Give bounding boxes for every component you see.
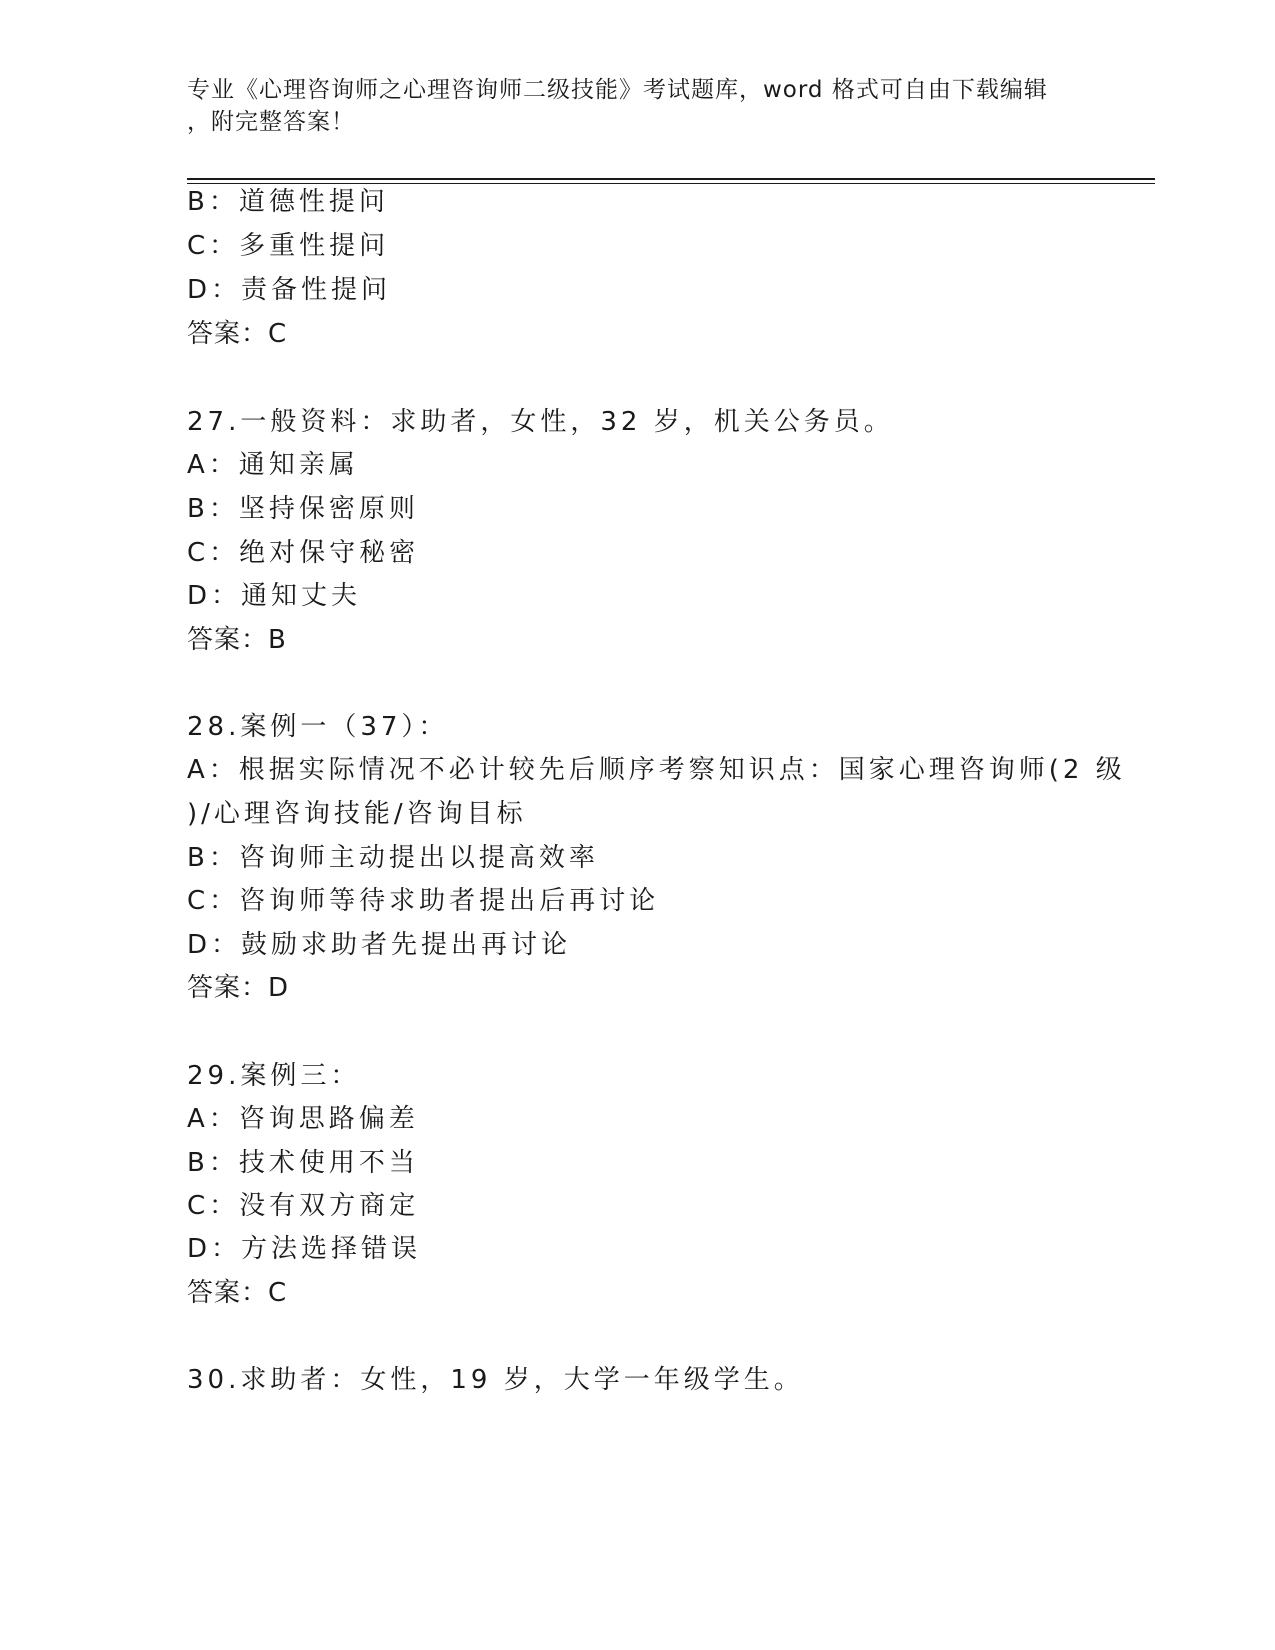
q28-stem: 28.案例一（37）： xyxy=(187,712,449,742)
q27-stem: 27.一般资料：求助者，女性，32 岁，机关公务员。 xyxy=(187,407,894,437)
q28-option-a-line2: )/心理咨询技能/咨询目标 xyxy=(187,799,527,829)
q26-option-b: B：道德性提问 xyxy=(187,187,389,217)
q30-stem: 30.求助者：女性，19 岁，大学一年级学生。 xyxy=(187,1365,804,1395)
q28-option-b: B：咨询师主动提出以提高效率 xyxy=(187,843,599,873)
q27-option-a: A：通知亲属 xyxy=(187,450,359,480)
q29-option-b: B：技术使用不当 xyxy=(187,1148,419,1178)
q27-answer: 答案：B xyxy=(187,625,287,655)
q29-option-c: C：没有双方商定 xyxy=(187,1191,420,1221)
header-divider-thick xyxy=(187,178,1155,180)
q28-answer: 答案：D xyxy=(187,973,290,1003)
q28-option-a-line1: A：根据实际情况不必计较先后顺序考察知识点：国家心理咨询师(2 级 xyxy=(187,755,1126,785)
header-title-line2: ，附完整答案！ xyxy=(187,109,355,135)
q29-option-a: A：咨询思路偏差 xyxy=(187,1104,419,1134)
q27-option-b: B：坚持保密原则 xyxy=(187,494,419,524)
document-header xyxy=(187,74,1087,138)
q28-option-d: D：鼓励求助者先提出再讨论 xyxy=(187,930,572,960)
q28-option-c: C：咨询师等待求助者提出后再讨论 xyxy=(187,886,660,916)
q29-option-d: D：方法选择错误 xyxy=(187,1234,422,1264)
q29-answer: 答案：C xyxy=(187,1278,288,1308)
q29-stem: 29.案例三： xyxy=(187,1061,361,1091)
q27-option-c: C：绝对保守秘密 xyxy=(187,538,420,568)
q27-option-d: D：通知丈夫 xyxy=(187,581,362,611)
header-title-line1: 专业《心理咨询师之心理咨询师二级技能》考试题库，word 格式可自由下载编辑 xyxy=(187,77,1048,103)
q26-option-d: D：责备性提问 xyxy=(187,275,392,305)
q26-option-c: C：多重性提问 xyxy=(187,231,390,261)
q26-answer: 答案：C xyxy=(187,319,288,349)
